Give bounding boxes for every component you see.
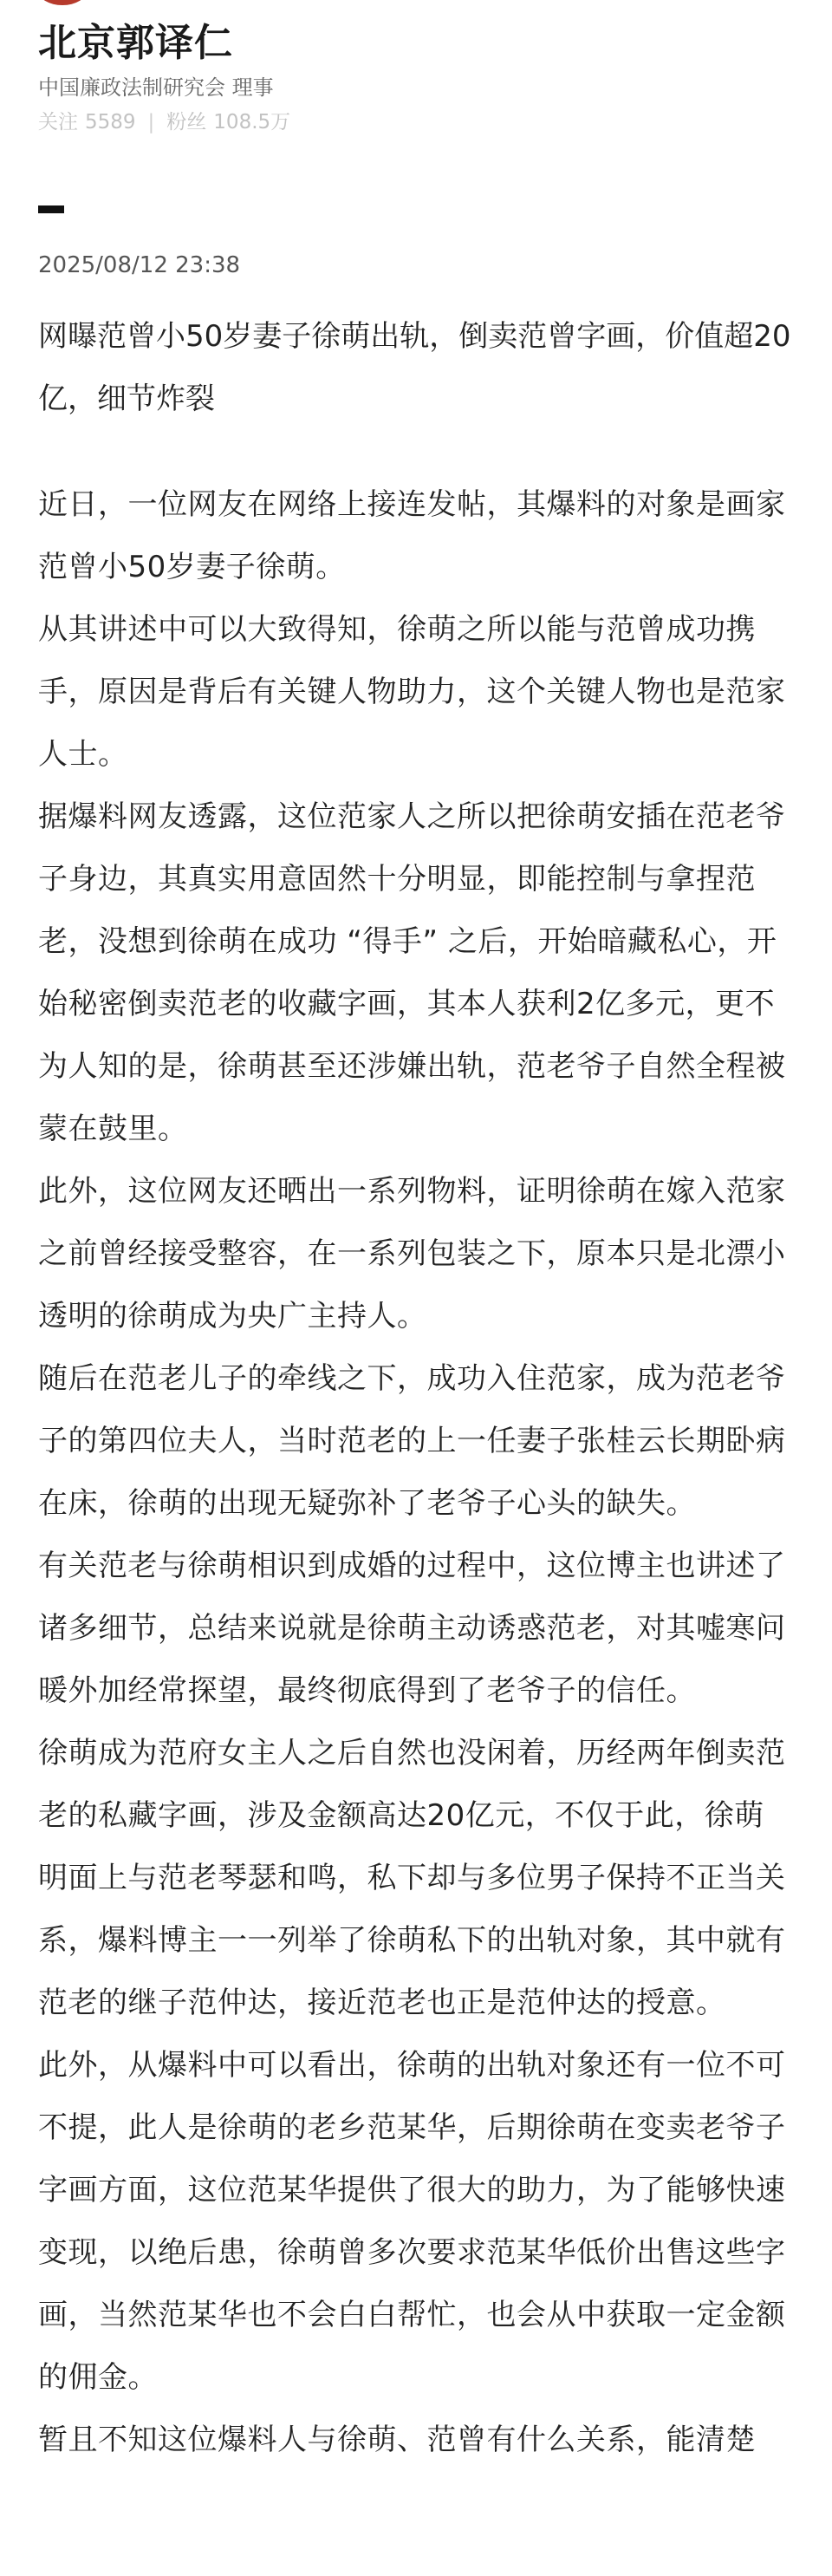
article-headline: 网曝范曾小50岁妻子徐萌出轨，倒卖范曾字画，价值超20亿，细节炸裂 [38,319,791,416]
article-paragraph: 近日，一位网友在网络上接连发帖，其爆料的对象是画家范曾小50岁妻子徐萌。 [38,487,786,584]
followers-count: 108.5万 [213,111,291,134]
following-stat[interactable] [38,108,136,137]
article-paragraph: 暂且不知这位爆料人与徐萌、范曾有什么关系，能清楚 [38,2423,756,2457]
author-profile [38,19,794,137]
article-paragraph: 徐萌成为范府女主人之后自然也没闲着，历经两年倒卖范老的私藏字画，涉及金额高达20亿元，不仅于此，徐萌明面上与范老琴瑟和鸣，私下却与多位男子保持不正当关系，爆料博主一一列举了徐萌私下的出轨对象，其中就有范老的继子范仲达，接近范老也正是范仲达的授意。 [38,1736,786,2020]
dash-bar-icon [38,205,64,213]
author-name[interactable]: 北京郭译仁 [38,21,233,65]
followers-label: 粉丝 [166,111,207,134]
post-date: 2025/08/12 23:38 [38,252,241,278]
avatar[interactable] [38,0,87,5]
article-paragraph: 此外，这位网友还晒出一系列物料，证明徐萌在嫁入范家之前曾经接受整容，在一系列包装之下，原本只是北漂小透明的徐萌成为央广主持人。 [38,1174,786,1334]
article-paragraph: 此外，从爆料中可以看出，徐萌的出轨对象还有一位不可不提，此人是徐萌的老乡范某华，后期徐萌在变卖老爷子字画方面，这位范某华提供了很大的助力，为了能够快速变现，以绝后患，徐萌曾多次要求范某华低价出售这些字画，当然范某华也不会白白帮忙，也会从中获取一定金额的佣金。 [38,2048,786,2395]
stats-separator: | [147,111,155,134]
followers-stat[interactable] [166,108,290,137]
author-stats [38,108,794,137]
following-label: 关注 [38,111,78,134]
article-paragraph: 据爆料网友透露，这位范家人之所以把徐萌安插在范老爷子身边，其真实用意固然十分明显，即能控制与拿捏范老，没想到徐萌在成功 “得手” 之后，开始暗藏私心，开始秘密倒卖范老的收藏字画，其本人获利2亿多元，更不为人知的是，徐萌甚至还涉嫌出轨，范老爷子自然全程被蒙在鼓里。 [38,799,786,1146]
article-body [38,305,794,2471]
following-count: 5589 [85,111,136,134]
article-paragraph: 从其讲述中可以大致得知，徐萌之所以能与范曾成功携手，原因是背后有关键人物助力，这个关键人物也是范家人士。 [38,612,786,772]
article-paragraph: 随后在范老儿子的牵线之下，成功入住范家，成为范老爷子的第四位夫人，当时范老的上一任妻子张桂云长期卧病在床，徐萌的出现无疑弥补了老爷子心头的缺失。 [38,1361,786,1521]
author-title: 中国廉政法制研究会 理事 [38,75,274,100]
article-paragraph: 有关范老与徐萌相识到成婚的过程中，这位博主也讲述了诸多细节，总结来说就是徐萌主动诱惑范老，对其嘘寒问暖外加经常探望，最终彻底得到了老爷子的信任。 [38,1549,786,1708]
